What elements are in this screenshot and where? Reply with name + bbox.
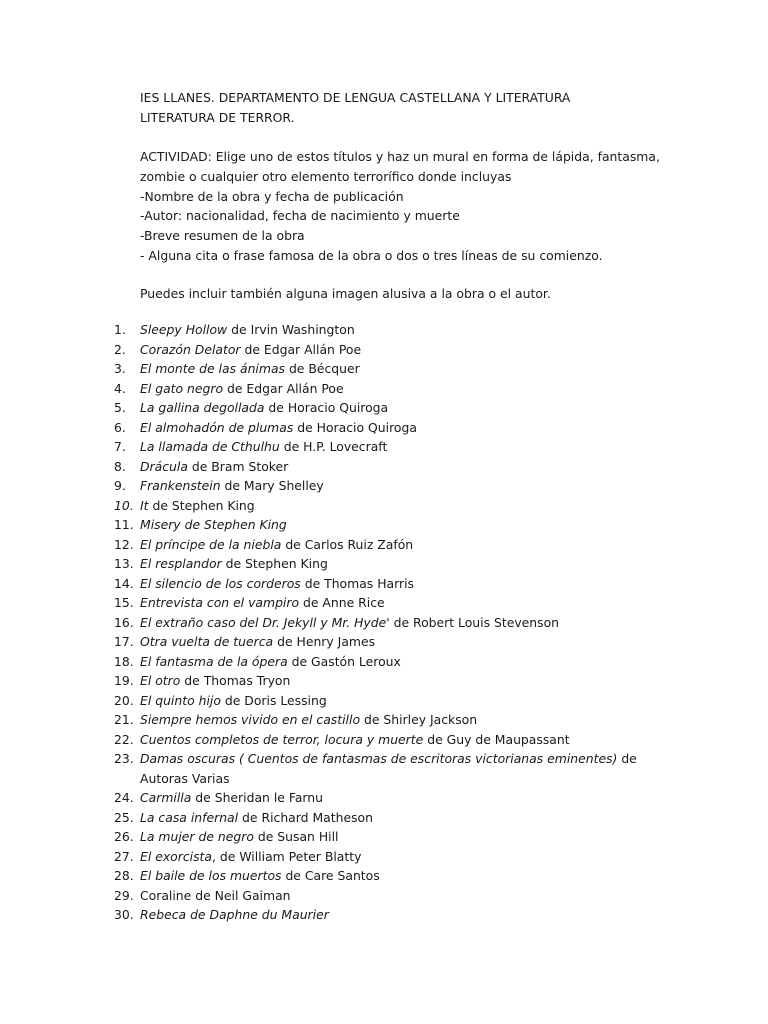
book-list-item bbox=[0, 749, 670, 788]
book-number: 6. bbox=[114, 419, 126, 435]
book-title: El silencio de los corderos bbox=[140, 575, 301, 591]
book-number: 8. bbox=[114, 458, 126, 474]
book-title: La mujer de negro bbox=[140, 829, 254, 844]
book-title: La gallina degollada bbox=[140, 400, 265, 415]
book-title: El otro bbox=[140, 673, 181, 688]
book-number: 9. bbox=[114, 478, 126, 493]
book-title: It bbox=[140, 497, 149, 513]
book-number: 4. bbox=[114, 380, 126, 396]
book-title: Frankenstein bbox=[140, 478, 221, 493]
book-author: de Guy de Maupassant bbox=[423, 731, 570, 747]
book-author: de Stephen King bbox=[221, 556, 328, 571]
book-author: de Bécquer bbox=[285, 361, 360, 376]
book-number: 7. bbox=[114, 439, 126, 454]
book-title: El príncipe de la niebla bbox=[140, 536, 282, 552]
book-number: 16. bbox=[114, 614, 134, 630]
book-title: El exorcista bbox=[140, 848, 213, 864]
book-author: de Care Santos bbox=[281, 868, 380, 883]
book-number: 14. bbox=[114, 575, 134, 591]
book-title: Entrevista con el vampiro bbox=[140, 595, 300, 610]
activity-line-2: zombie o cualquier otro elemento terrorífico donde incluyas bbox=[140, 168, 512, 184]
book-list-item bbox=[0, 691, 768, 711]
book-list-item bbox=[0, 398, 768, 418]
extra-note: Puedes incluir también alguna imagen alusiva a la obra o el autor. bbox=[140, 286, 551, 301]
book-number: 29. bbox=[114, 887, 134, 903]
book-list-item bbox=[0, 554, 768, 574]
book-number: 17. bbox=[114, 634, 134, 649]
book-author: de Gastón Leroux bbox=[287, 653, 401, 669]
book-title: El monte de las ánimas bbox=[140, 361, 285, 376]
book-title: La llamada de Cthulhu bbox=[140, 439, 280, 454]
book-number: 15. bbox=[114, 595, 134, 610]
book-list-item bbox=[0, 886, 768, 906]
book-author: de Thomas Harris bbox=[300, 575, 414, 591]
book-title: Damas oscuras ( Cuentos de fantasmas de escritoras victorianas eminentes) bbox=[140, 751, 618, 766]
book-title: Otra vuelta de tuerca bbox=[140, 634, 274, 649]
book-list-item bbox=[0, 808, 768, 828]
book-number: 27. bbox=[114, 848, 134, 864]
activity-line-3: -Nombre de la obra y fecha de publicación bbox=[140, 188, 404, 204]
book-author: de Sheridan le Farnu bbox=[191, 790, 324, 805]
book-author: de Richard Matheson bbox=[238, 809, 373, 825]
book-author: de Doris Lessing bbox=[220, 692, 327, 708]
book-number: 1. bbox=[114, 322, 126, 337]
activity-line-1: ACTIVIDAD: Elige uno de estos títulos y haz un mural en forma de lápida, fantasma, bbox=[140, 149, 660, 164]
book-author: de Edgar Allán Poe bbox=[240, 341, 362, 357]
book-list-item bbox=[0, 905, 768, 925]
book-number: 19. bbox=[114, 673, 134, 688]
activity-instructions bbox=[140, 147, 660, 266]
book-author: de Autoras Varias bbox=[140, 751, 637, 786]
book-list bbox=[0, 320, 768, 925]
book-title: Siempre hemos vivido en el castillo bbox=[140, 712, 361, 727]
book-title: El fantasma de la ópera bbox=[140, 653, 288, 669]
book-number: 24. bbox=[114, 790, 134, 805]
book-list-item bbox=[0, 359, 768, 379]
book-list-item bbox=[0, 710, 768, 730]
book-list-item bbox=[0, 671, 768, 691]
activity-line-5: -Breve resumen de la obra bbox=[140, 228, 305, 244]
book-author: de Henry James bbox=[273, 634, 376, 649]
book-title: Corazón Delator bbox=[140, 341, 241, 357]
book-list-item bbox=[0, 788, 768, 808]
book-title: Sleepy Hollow bbox=[140, 322, 228, 337]
book-author: de Bram Stoker bbox=[187, 458, 289, 474]
book-title: El resplandor bbox=[140, 556, 222, 571]
book-author: de Irvin Washington bbox=[227, 322, 355, 337]
book-number: 11. bbox=[114, 517, 134, 532]
book-list-item bbox=[0, 437, 768, 457]
book-list-item bbox=[0, 320, 768, 340]
activity-line-4: -Autor: nacionalidad, fecha de nacimiento y muerte bbox=[140, 208, 460, 224]
book-list-item bbox=[0, 476, 768, 496]
book-title: El baile de los muertos bbox=[140, 868, 282, 883]
book-number: 22. bbox=[114, 731, 134, 747]
book-list-item bbox=[0, 730, 768, 750]
book-number: 30. bbox=[114, 907, 134, 922]
book-list-item bbox=[0, 457, 768, 477]
book-author: , de William Peter Blatty bbox=[212, 848, 362, 864]
book-title: El gato negro bbox=[140, 380, 224, 396]
book-list-item bbox=[0, 866, 768, 886]
document-header bbox=[140, 88, 570, 127]
book-number: 18. bbox=[114, 653, 134, 669]
book-list-item bbox=[0, 613, 768, 633]
book-title: Carmilla bbox=[140, 790, 192, 805]
activity-line-6: - Alguna cita o frase famosa de la obra o dos o tres líneas de su comienzo. bbox=[140, 247, 603, 263]
book-list-item bbox=[0, 418, 768, 438]
book-author: de Thomas Tryon bbox=[180, 673, 291, 688]
book-list-item bbox=[0, 652, 768, 672]
book-list-item bbox=[0, 379, 768, 399]
book-author: de Anne Rice bbox=[299, 595, 385, 610]
book-author: de H.P. Lovecraft bbox=[279, 439, 388, 454]
book-number: 5. bbox=[114, 400, 126, 415]
book-author: de Mary Shelley bbox=[220, 478, 324, 493]
book-title: Cuentos completos de terror, locura y muerte bbox=[140, 731, 424, 747]
book-number: 23. bbox=[114, 751, 134, 766]
book-list-item bbox=[0, 535, 768, 555]
book-number: 28. bbox=[114, 868, 134, 883]
book-number: 25. bbox=[114, 809, 134, 825]
book-list-item bbox=[0, 632, 768, 652]
book-author: Coraline de Neil Gaiman bbox=[140, 887, 291, 903]
header-line-1: IES LLANES. DEPARTAMENTO DE LENGUA CASTELLANA Y LITERATURA bbox=[140, 90, 571, 105]
book-author: de Stephen King bbox=[148, 497, 255, 513]
book-author: de Edgar Allán Poe bbox=[223, 380, 344, 396]
book-author: de Horacio Quiroga bbox=[293, 419, 417, 435]
book-title: El almohadón de plumas bbox=[140, 419, 294, 435]
book-author: de Susan Hill bbox=[253, 829, 339, 844]
book-list-item bbox=[0, 827, 768, 847]
book-number: 26. bbox=[114, 829, 134, 844]
book-author: de Carlos Ruiz Zafón bbox=[281, 536, 414, 552]
book-author: de Horacio Quiroga bbox=[264, 400, 389, 415]
book-title: Drácula bbox=[140, 458, 188, 474]
book-list-item bbox=[0, 515, 768, 535]
book-list-item bbox=[0, 340, 768, 360]
book-number: 21. bbox=[114, 712, 134, 727]
book-number: 10. bbox=[114, 497, 134, 513]
book-list-item bbox=[0, 574, 768, 594]
book-author: de Shirley Jackson bbox=[360, 712, 478, 727]
book-list-item bbox=[0, 593, 768, 613]
book-number: 13. bbox=[114, 556, 134, 571]
header-line-2: LITERATURA DE TERROR. bbox=[140, 109, 295, 125]
book-number: 2. bbox=[114, 341, 126, 357]
book-title: Rebeca de Daphne du Maurier bbox=[140, 907, 329, 922]
book-title: El extraño caso del Dr. Jekyll y Mr. Hyde' bbox=[140, 614, 390, 630]
book-list-item bbox=[0, 496, 768, 516]
book-author: de Robert Louis Stevenson bbox=[389, 614, 560, 630]
book-title: Misery de Stephen King bbox=[140, 517, 287, 532]
book-number: 3. bbox=[114, 361, 126, 376]
book-title: La casa infernal bbox=[140, 809, 239, 825]
book-number: 12. bbox=[114, 536, 134, 552]
book-number: 20. bbox=[114, 692, 134, 708]
book-title: El quinto hijo bbox=[140, 692, 221, 708]
book-list-item bbox=[0, 847, 768, 867]
